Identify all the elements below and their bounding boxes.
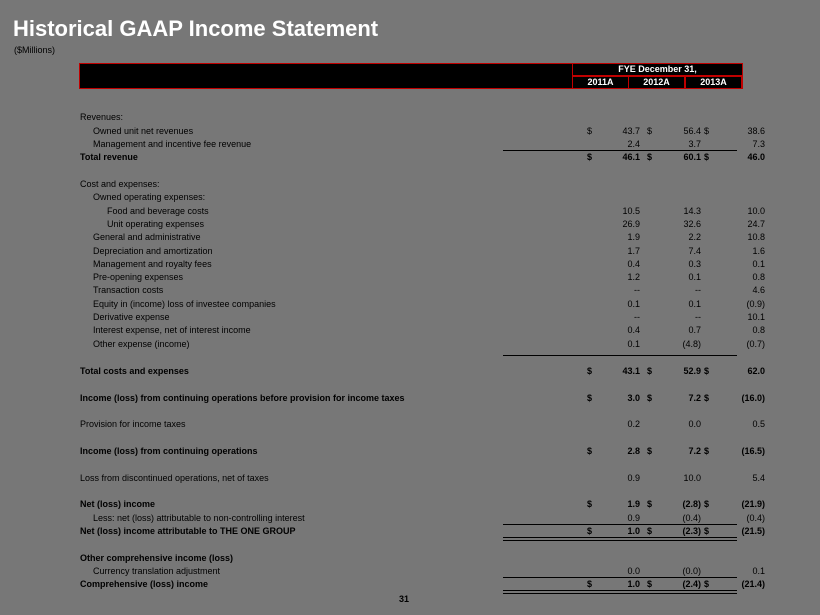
row-label: Transaction costs [93,285,164,295]
cell-value-2013a: (21.4) [741,579,765,589]
cell-value-2012a: 0.1 [688,272,701,282]
table-row [79,258,765,270]
table-row [79,151,765,163]
cell-value-2013a: 0.1 [752,259,765,269]
table-row [79,392,765,404]
cell-value-2011a: -- [634,312,640,322]
row-label: Loss from discontinued operations, net of taxes [80,473,269,483]
cell-value-2013a: 10.0 [747,206,765,216]
cell-value-2013a: (16.5) [741,446,765,456]
table-row [79,445,765,457]
table-row [79,498,765,510]
cell-value-2012a: 56.4 [683,126,701,136]
cell-value-2012a: -- [695,285,701,295]
cell-value-2012a: 0.7 [688,325,701,335]
cell-value-2012a: 0.1 [688,299,701,309]
row-label: Owned unit net revenues [93,126,194,136]
table-row [79,298,765,310]
cell-value-2012a: (0.0) [682,566,701,576]
row-label: Management and royalty fees [93,259,212,269]
cell-value-2012a: (2.8) [682,499,701,509]
cell-value-2011a: 1.2 [627,272,640,282]
period-header: FYE December 31, [572,63,743,76]
dollar-sign: $ [704,526,710,536]
cell-value-2012a: (4.8) [682,339,701,349]
cell-value-2011a: 0.9 [627,473,640,483]
cell-value-2012a: (2.4) [682,579,701,589]
total-double-rule [620,537,737,541]
cell-value-2013a: 46.0 [747,152,765,162]
cell-value-2013a: 10.8 [747,232,765,242]
table-row [79,324,765,336]
cell-value-2013a: 0.5 [752,419,765,429]
row-label: Owned operating expenses: [93,192,206,202]
row-label: Other expense (income) [93,339,190,349]
table-row [79,245,765,257]
dollar-sign: $ [587,446,593,456]
dollar-sign: $ [704,579,710,589]
dollar-sign: $ [647,126,653,136]
cell-value-2011a: 0.1 [627,339,640,349]
dollar-sign: $ [587,152,593,162]
cell-value-2013a: (0.9) [746,299,765,309]
cell-value-2012a: 7.2 [688,393,701,403]
table-row [79,218,765,230]
cell-value-2013a: 38.6 [747,126,765,136]
cell-value-2011a: 0.4 [627,325,640,335]
cell-value-2012a: (0.4) [682,513,701,523]
cell-value-2013a: 1.6 [752,246,765,256]
dollar-sign: $ [704,152,710,162]
cell-value-2011a: 10.5 [622,206,640,216]
table-row [79,271,765,283]
row-label: Food and beverage costs [107,206,209,216]
table-row [79,365,765,377]
cell-value-2013a: 4.6 [752,285,765,295]
row-label: Provision for income taxes [80,419,186,429]
cell-value-2011a: 1.7 [627,246,640,256]
dollar-sign: $ [647,579,653,589]
cell-value-2011a: 1.0 [627,579,640,589]
row-label: Cost and expenses: [80,179,160,189]
row-label: Income (loss) from continuing operations [80,446,258,456]
cell-value-2011a: 0.0 [627,566,640,576]
cell-value-2012a: 7.2 [688,446,701,456]
table-row [79,178,743,190]
row-label: Depreciation and amortization [93,246,213,256]
dollar-sign: $ [647,152,653,162]
table-row [79,284,765,296]
cell-value-2011a: 46.1 [622,152,640,162]
row-label: Revenues: [80,112,124,122]
row-label: Total costs and expenses [80,366,189,376]
cell-value-2012a: (2.3) [682,526,701,536]
dollar-sign: $ [647,393,653,403]
dollar-sign: $ [587,393,593,403]
row-label: Net (loss) income [80,499,156,509]
row-label: General and administrative [93,232,201,242]
table-row [79,418,765,430]
page-title: Historical GAAP Income Statement [13,16,379,41]
total-double-rule [620,590,737,594]
row-label: Income (loss) from continuing operations before provision for income taxes [80,393,405,403]
row-label: Management and incentive fee revenue [93,139,252,149]
row-label: Net (loss) income attributable to THE ONE GROUP [80,526,296,536]
row-label: Total revenue [80,152,138,162]
units-subtitle: ($Millions) [14,45,56,55]
dollar-sign: $ [647,499,653,509]
cell-value-2013a: 10.1 [747,312,765,322]
table-row [79,525,765,537]
row-label: Interest expense, net of interest income [93,325,251,335]
subtotal-rule [620,355,737,356]
dollar-sign: $ [587,526,593,536]
cell-value-2011a: 1.0 [627,526,640,536]
dollar-sign: $ [587,579,593,589]
cell-value-2013a: 0.1 [752,566,765,576]
cell-value-2013a: 0.8 [752,325,765,335]
dollar-sign: $ [587,499,593,509]
year-header-2011: 2011A [572,76,629,89]
cell-value-2013a: (16.0) [741,393,765,403]
row-label: Unit operating expenses [107,219,205,229]
cell-value-2011a: 1.9 [627,499,640,509]
row-label: Derivative expense [93,312,170,322]
cell-value-2012a: 52.9 [683,366,701,376]
row-label: Less: net (loss) attributable to non-controlling interest [93,513,305,523]
cell-value-2012a: 0.3 [688,259,701,269]
dollar-sign: $ [704,446,710,456]
cell-value-2011a: 43.7 [622,126,640,136]
table-row [79,205,765,217]
dollar-sign: $ [647,446,653,456]
cell-value-2011a: 43.1 [622,366,640,376]
table-row [79,111,743,123]
cell-value-2013a: 0.8 [752,272,765,282]
table-row [79,565,765,577]
row-label: Comprehensive (loss) income [80,579,209,589]
table-row [79,578,765,590]
cell-value-2012a: 2.2 [688,232,701,242]
year-header-2013: 2013A [685,76,742,89]
cell-value-2013a: (0.4) [746,513,765,523]
cell-value-2012a: 14.3 [683,206,701,216]
cell-value-2013a: 24.7 [747,219,765,229]
cell-value-2013a: (0.7) [746,339,765,349]
cell-value-2011a: 2.8 [627,446,640,456]
table-row [79,552,743,564]
row-label: Equity in (income) loss of investee companies [93,299,276,309]
cell-value-2012a: 10.0 [683,473,701,483]
row-label: Other comprehensive income (loss) [80,553,234,563]
cell-value-2012a: 3.7 [688,139,701,149]
dollar-sign: $ [704,366,710,376]
cell-value-2012a: -- [695,312,701,322]
cell-value-2011a: 1.9 [627,232,640,242]
table-row [79,472,765,484]
cell-value-2011a: 3.0 [627,393,640,403]
cell-value-2011a: 2.4 [627,139,640,149]
dollar-sign: $ [704,393,710,403]
cell-value-2013a: (21.5) [741,526,765,536]
cell-value-2013a: (21.9) [741,499,765,509]
dollar-sign: $ [704,499,710,509]
row-label: Pre-opening expenses [93,272,184,282]
cell-value-2013a: 7.3 [752,139,765,149]
dollar-sign: $ [587,366,593,376]
cell-value-2011a: 0.9 [627,513,640,523]
cell-value-2012a: 60.1 [683,152,701,162]
cell-value-2012a: 7.4 [688,246,701,256]
cell-value-2012a: 32.6 [683,219,701,229]
table-row [79,125,765,137]
dollar-sign: $ [587,126,593,136]
dollar-sign: $ [704,126,710,136]
year-header-2012: 2012A [628,76,685,89]
page-number: 31 [399,594,410,604]
cell-value-2011a: 0.4 [627,259,640,269]
cell-value-2012a: 0.0 [688,419,701,429]
dollar-sign: $ [647,366,653,376]
row-label: Currency translation adjustment [93,566,221,576]
table-row [79,338,765,350]
cell-value-2011a: 26.9 [622,219,640,229]
table-row [79,311,765,323]
cell-value-2013a: 62.0 [747,366,765,376]
cell-value-2011a: 0.2 [627,419,640,429]
cell-value-2013a: 5.4 [752,473,765,483]
cell-value-2011a: -- [634,285,640,295]
table-row [79,512,765,524]
table-row [79,231,765,243]
cell-value-2011a: 0.1 [627,299,640,309]
dollar-sign: $ [647,526,653,536]
table-row [79,138,765,150]
table-row [79,191,743,203]
